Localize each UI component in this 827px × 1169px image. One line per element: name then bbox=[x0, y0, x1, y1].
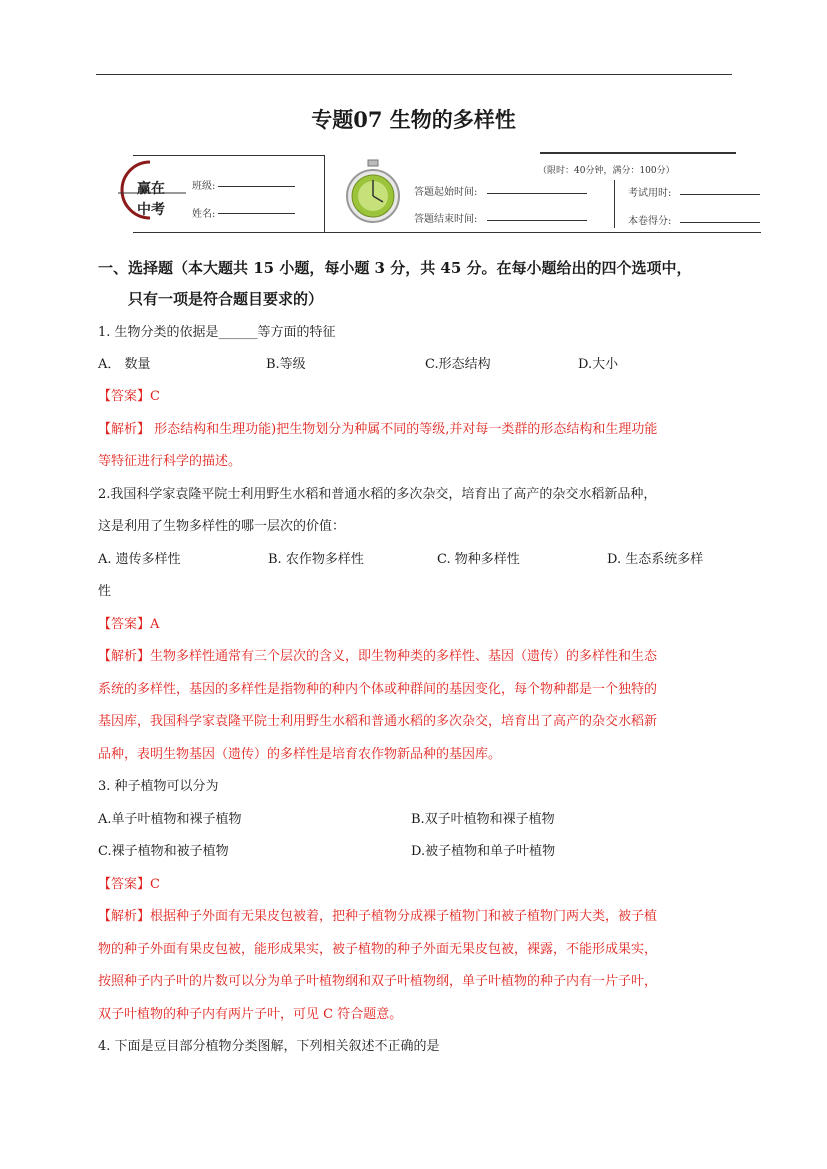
analysis-line: 品种，表明生物基因（遗传）的多样性是培育农作物新品种的基因库。 bbox=[98, 747, 502, 762]
answer: 【答案】C bbox=[98, 877, 160, 892]
page-title: 专题07 生物的多样性 bbox=[311, 107, 516, 132]
score-label: 本卷得分: bbox=[628, 216, 672, 227]
analysis-tag: 【解析】 bbox=[98, 909, 151, 924]
logo-text-top: 赢在 bbox=[137, 181, 165, 197]
header-divider bbox=[324, 155, 325, 232]
score-field[interactable] bbox=[680, 222, 760, 223]
stopwatch-icon bbox=[345, 158, 401, 226]
analysis-line bbox=[98, 419, 657, 441]
name-label: 姓名: bbox=[192, 209, 216, 220]
analysis-line: 物的种子外面有果皮包被，能形成果实，被子植物的种子外面无果皮包被，裸露，不能形成果实， bbox=[98, 942, 658, 957]
analysis-line bbox=[98, 906, 657, 928]
section-heading-cont: 只有一项是符合题目要求的） bbox=[128, 290, 324, 308]
question-stem: 这是利用了生物多样性的哪一层次的价值： bbox=[98, 519, 346, 534]
analysis-text: 根据种子外面有无果皮包被着，把种子植物分成裸子植物门和被子植物门两大类，被子植 bbox=[150, 909, 658, 924]
header-top-rule-right bbox=[540, 152, 736, 154]
answer: 【答案】A bbox=[98, 617, 160, 632]
analysis-line: 等特征进行科学的描述。 bbox=[98, 454, 242, 469]
analysis-line bbox=[98, 646, 657, 668]
option-d: D. 生态系统多样 bbox=[607, 552, 704, 567]
class-field[interactable] bbox=[218, 186, 295, 187]
option-d: D.大小 bbox=[578, 357, 619, 372]
question-stem: 1. 生物分类的依据是______等方面的特征 bbox=[98, 325, 336, 340]
option-a: A. 遗传多样性 bbox=[98, 552, 181, 567]
option-a: A． 数量 bbox=[98, 357, 151, 372]
question-stem: 3. 种子植物可以分为 bbox=[98, 779, 219, 794]
header-bottom-rule bbox=[133, 232, 761, 233]
option-b: B. 农作物多样性 bbox=[268, 552, 364, 567]
exam-time-field[interactable] bbox=[680, 194, 760, 195]
top-rule bbox=[96, 74, 732, 75]
end-time-label: 答题结束时间: bbox=[414, 214, 478, 225]
question-stem: 2.我国科学家袁隆平院士利用野生水稻和普通水稻的多次杂交，培育出了高产的杂交水稻新品种， bbox=[98, 487, 657, 502]
class-label: 班级: bbox=[192, 181, 216, 192]
analysis-text: 形态结构和生理功能)把生物划分为种属不同的等级,并对每一类群的形态结构和生理功能 bbox=[150, 422, 658, 437]
exam-time-label: 考试用时: bbox=[628, 188, 672, 199]
analysis-tag: 【解析】 bbox=[98, 422, 151, 437]
name-field[interactable] bbox=[218, 213, 295, 214]
option-d-wrap: 性 bbox=[98, 584, 112, 599]
option-c: C.形态结构 bbox=[425, 357, 491, 372]
analysis-line: 基因库，我国科学家袁隆平院士利用野生水稻和普通水稻的多次杂交，培育出了高产的杂交水稻新 bbox=[98, 714, 658, 729]
question-stem: 4. 下面是豆目部分植物分类图解，下列相关叙述不正确的是 bbox=[98, 1039, 440, 1054]
option-a: A.单子叶植物和裸子植物 bbox=[98, 812, 242, 827]
analysis-line: 双子叶植物的种子内有两片子叶，可见 C 符合题意。 bbox=[98, 1007, 403, 1022]
start-time-field[interactable] bbox=[487, 193, 587, 194]
analysis-tag: 【解析】 bbox=[98, 649, 151, 664]
analysis-line: 按照种子内子叶的片数可以分为单子叶植物纲和双子叶植物纲，单子叶植物的种子内有一片子叶， bbox=[98, 974, 658, 989]
logo-text-bottom: 中考 bbox=[137, 202, 165, 218]
header-divider bbox=[614, 180, 615, 228]
analysis-text: 生物多样性通常有三个层次的含义，即生物种类的多样性、基因（遗传）的多样性和生态 bbox=[150, 649, 658, 664]
start-time-label: 答题起始时间: bbox=[414, 187, 478, 198]
answer: 【答案】C bbox=[98, 389, 160, 404]
option-b: B.双子叶植物和裸子植物 bbox=[411, 812, 555, 827]
end-time-field[interactable] bbox=[487, 220, 587, 221]
option-c: C.裸子植物和被子植物 bbox=[98, 844, 229, 859]
option-b: B.等级 bbox=[266, 357, 306, 372]
option-d: D.被子植物和单子叶植物 bbox=[411, 844, 556, 859]
analysis-line: 系统的多样性，基因的多样性是指物种的种内个体或种群间的基因变化，每个物种都是一个独特的 bbox=[98, 682, 658, 697]
time-limit: （限时：40分钟，满分：100分） bbox=[538, 166, 675, 176]
option-c: C. 物种多样性 bbox=[437, 552, 520, 567]
section-heading: 一、选择题（本大题共 15 小题，每小题 3 分，共 45 分。在每小题给出的四个选项中， bbox=[98, 259, 692, 277]
